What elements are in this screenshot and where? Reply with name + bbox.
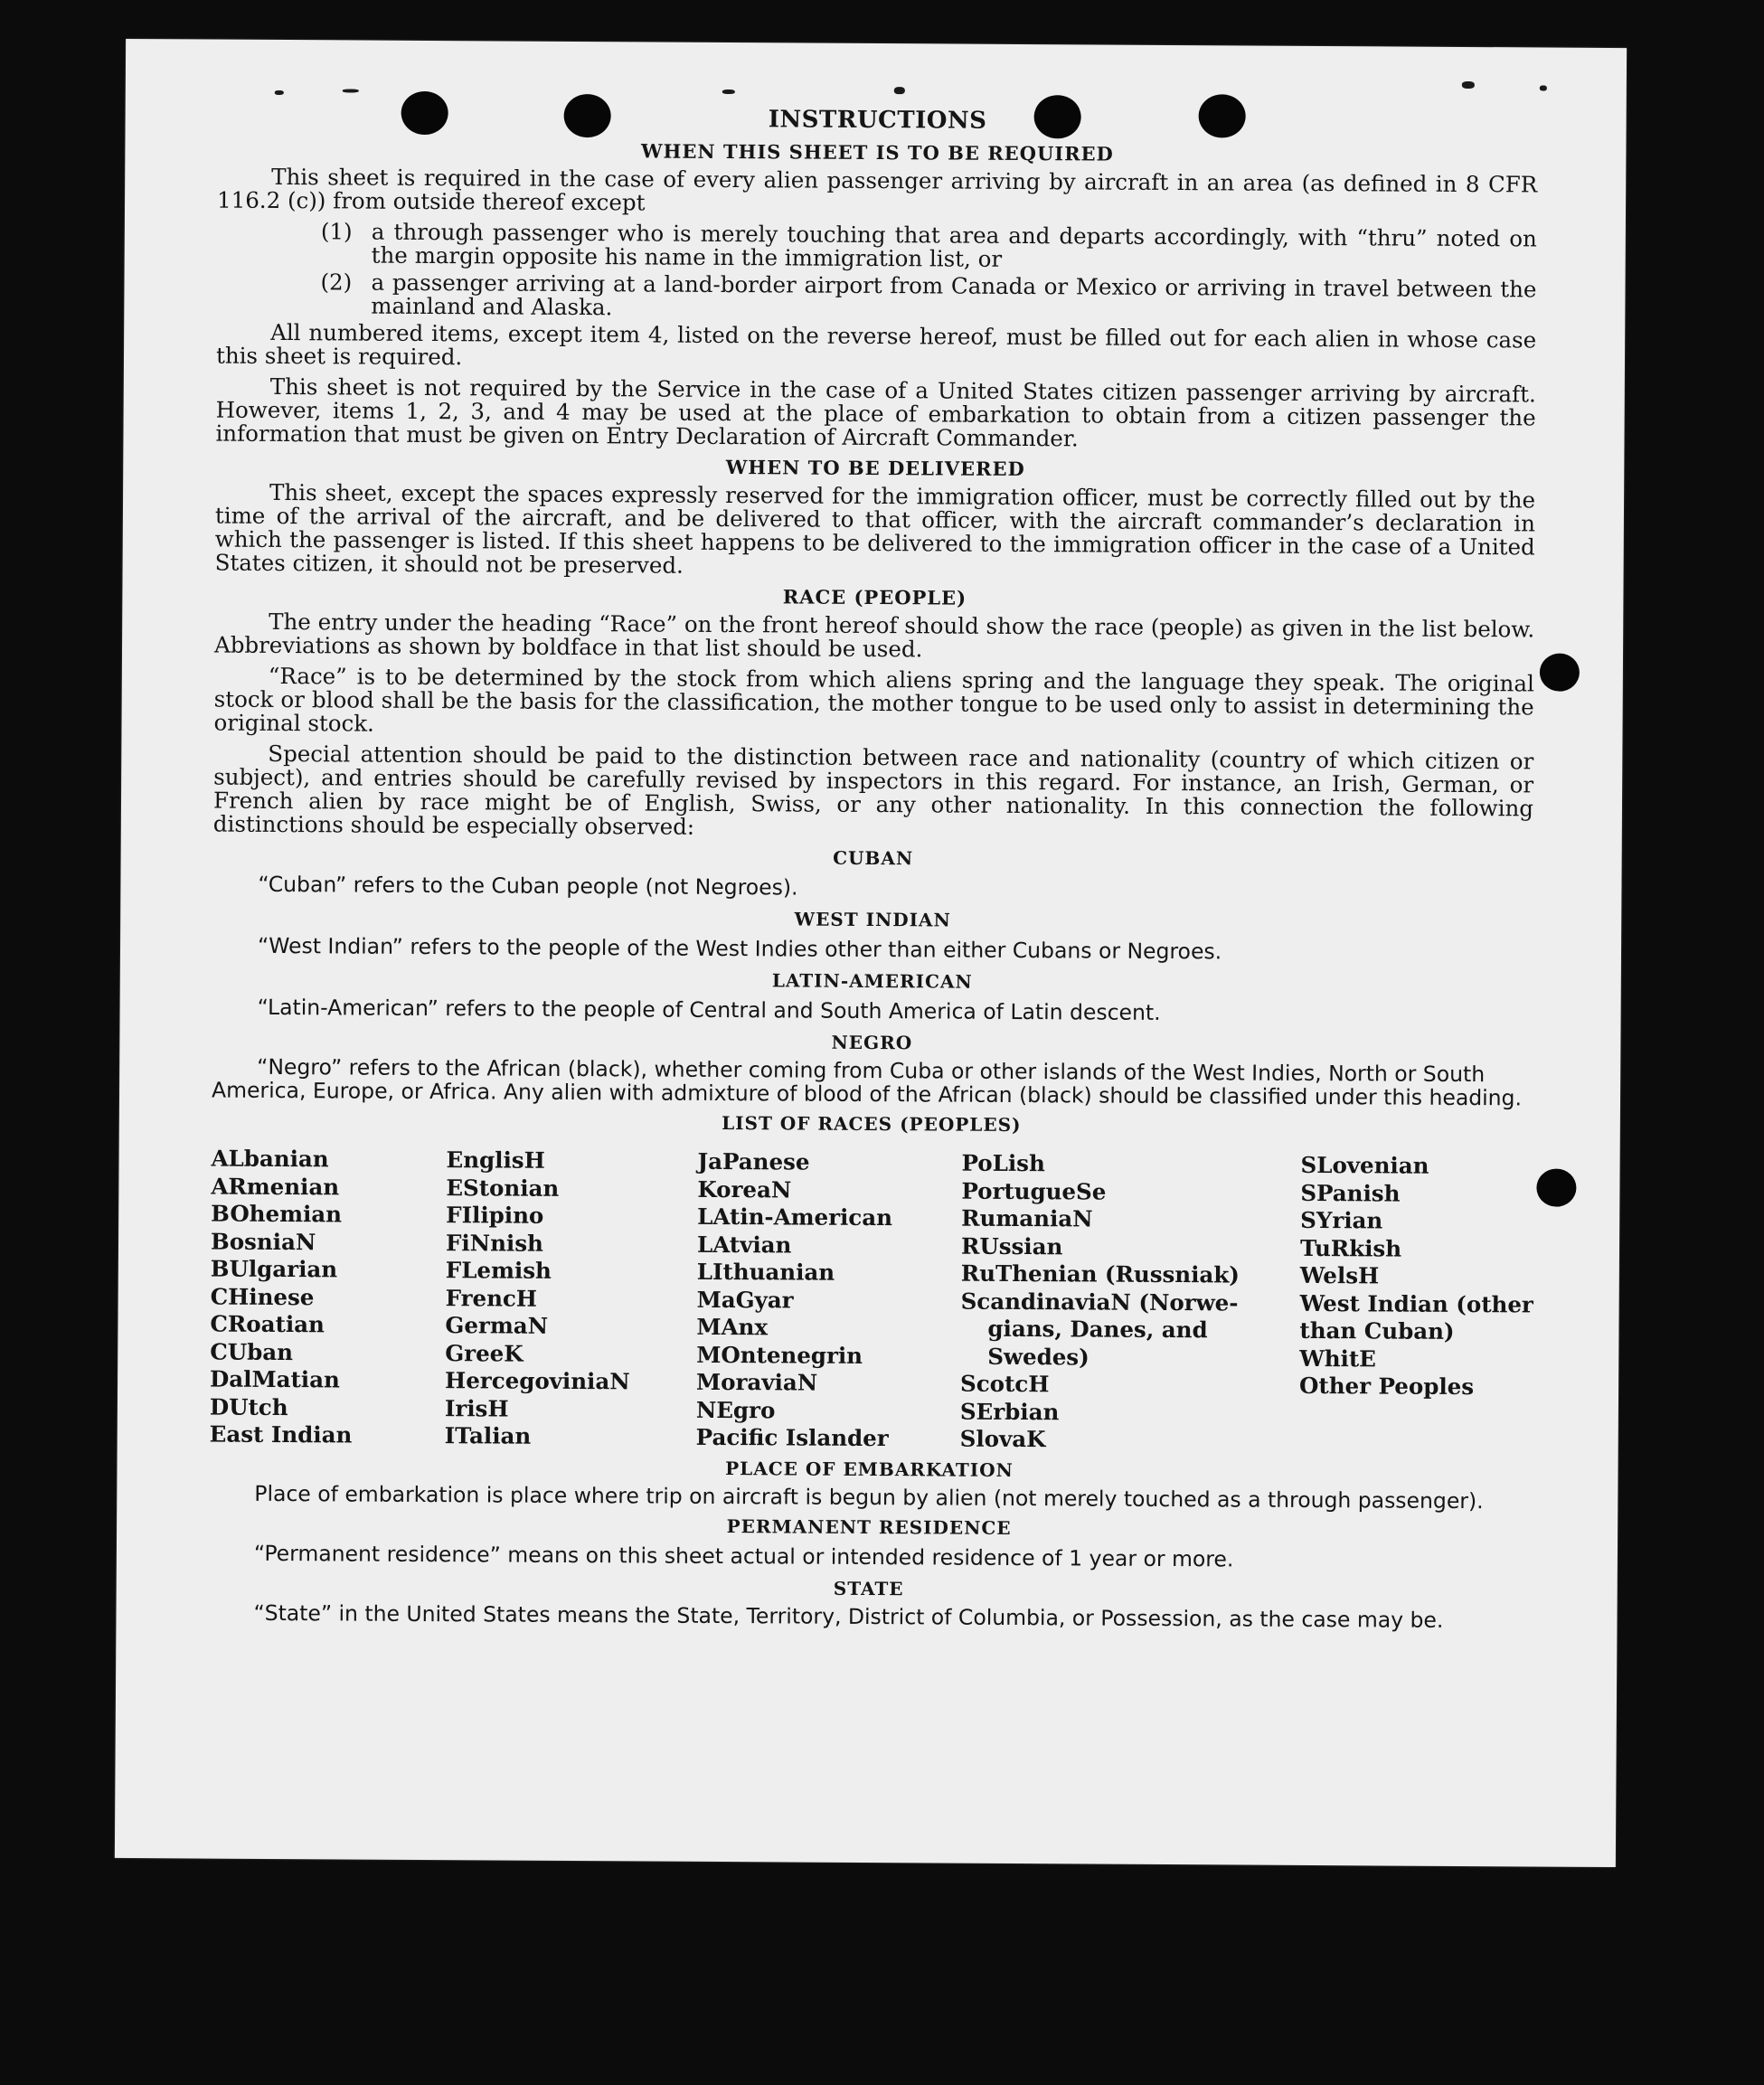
paragraph: Place of embarkation is place where trip on aircraft is begun by alien (not merely touched as a through passenger). [254, 1480, 1484, 1514]
item-text: a through passenger who is merely touching that area and departs accordingly, with “thru” noted on the margin opposite his name in the immigration list, or [371, 218, 1537, 272]
section-heading: LATIN-AMERICAN [771, 969, 973, 993]
ink-speck [722, 90, 735, 94]
ink-speck [343, 89, 359, 92]
race-entry: LAtin-American [697, 1203, 893, 1231]
paragraph: Special attention should be paid to the distinction between race and nationality (country of which citizen or subject), and entries should be carefully revised by inspectors in this regard. For instance, an Irish, German, or French alien by race might be of English, Swiss, or any other nationality. In this connection the following distinctions should be especially observed: [212, 740, 1534, 840]
item-number: (1) [320, 218, 353, 245]
race-entry: SlovaK [959, 1425, 1046, 1453]
race-entry: BosniaN [210, 1228, 316, 1255]
race-entry: EStonian [446, 1174, 560, 1202]
race-entry: FrencH [445, 1284, 538, 1312]
section-heading: WEST INDIAN [794, 908, 951, 931]
race-entry: CUban [210, 1338, 294, 1365]
race-column [445, 1146, 698, 1451]
paragraph: “Permanent residence” means on this sheet actual or intended residence of 1 year or more. [253, 1540, 1234, 1571]
race-entry: GreeK [445, 1339, 524, 1367]
race-list [210, 1146, 1532, 1457]
race-entry: SLovenian [1300, 1151, 1429, 1179]
race-entry: LIthuanian [696, 1258, 835, 1286]
race-entry: WhitE [1299, 1344, 1377, 1372]
race-entry: IrisH [444, 1394, 509, 1422]
section-heading: CUBAN [833, 846, 914, 870]
race-entry: CRoatian [210, 1310, 325, 1338]
race-entry: MaGyar [696, 1286, 794, 1313]
race-entry: BUlgarian [210, 1255, 338, 1283]
ink-speck [1540, 86, 1547, 91]
paragraph: “Race” is to be determined by the stock from which aliens spring and the language they speak. The original stock or blood shall be the basis for the classification, the mother tongue to be used only to assist in determining the original stock. [213, 662, 1534, 737]
race-entry: East Indian [209, 1420, 353, 1448]
paragraph: “Latin-American” refers to the people of Central and South America of Latin descent. [257, 994, 1161, 1025]
race-entry: SErbian [959, 1398, 1060, 1425]
section-heading: WHEN THIS SHEET IS TO BE REQUIRED [640, 139, 1114, 165]
section-heading: RACE (PEOPLE) [782, 585, 967, 609]
instructions-content [208, 103, 1537, 1639]
race-entry: NEgro [695, 1396, 776, 1423]
section-heading: PLACE OF EMBARKATION [725, 1457, 1014, 1481]
race-entry: DUtch [209, 1393, 288, 1420]
race-entry: PoLish [961, 1149, 1045, 1177]
race-entry: BOhemian [211, 1200, 343, 1228]
race-entry: JaPanese [697, 1147, 810, 1175]
paragraph: “State” in the United States means the State, Territory, District of Columbia, or Possession, as the case may be. [253, 1599, 1444, 1633]
section-heading: PERMANENT RESIDENCE [726, 1514, 1012, 1539]
punch-hole [1536, 1169, 1576, 1207]
race-entry: MAnx [696, 1313, 769, 1341]
race-entry: ScotcH [960, 1370, 1050, 1398]
item-text: a passenger arriving at a land-border airport from Canada or Mexico or arriving in travel between the mainland and Alaska. [371, 269, 1537, 321]
race-entry: CHinese [210, 1283, 315, 1310]
section-heading: LIST OF RACES (PEOPLES) [722, 1111, 1022, 1137]
punch-hole [1540, 654, 1580, 692]
race-entry: gians, Danes, and [987, 1315, 1208, 1344]
race-entry: West Indian (other [1299, 1289, 1533, 1317]
ink-speck [275, 90, 284, 95]
paragraph: This sheet, except the spaces expressly reserved for the immigration officer, must be correctly filled out by the time of the arrival of the aircraft, and be delivered to that officer, with the aircraft commander’s declaration in which the passenger is listed. If this sheet happens to be delivered to the immigration officer in the case of a United States citizen, it should not be preserved. [214, 478, 1536, 579]
race-entry: TuRkish [1299, 1234, 1402, 1262]
list-item [321, 220, 1537, 274]
race-entry: SPanish [1300, 1179, 1401, 1207]
paragraph: This sheet is not required by the Service in the case of a United States citizen passenger arriving by aircraft. However, items 1, 2, 3, and 4 may be used at the place of embarkation to obtain from a citizen passenger the information that must be given on Entry Declaration of Aircraft Commander. [215, 373, 1536, 452]
race-entry: LAtvian [696, 1231, 792, 1258]
ink-speck [894, 87, 905, 94]
race-entry: RumaniaN [961, 1204, 1093, 1232]
race-entry: GermaN [445, 1312, 549, 1339]
section-heading: NEGRO [831, 1031, 913, 1054]
race-entry: DalMatian [210, 1365, 340, 1393]
page-title: INSTRUCTIONS [768, 106, 987, 135]
race-entry: ScandinaviaN (Norwe- [960, 1288, 1239, 1316]
race-column [960, 1150, 1301, 1456]
race-column [696, 1148, 962, 1453]
race-entry: FiNnish [445, 1229, 543, 1257]
race-entry: RUssian [960, 1232, 1063, 1259]
document-sheet [115, 39, 1627, 1867]
race-entry: HercegoviniaN [445, 1367, 630, 1395]
section-heading: WHEN TO BE DELIVERED [725, 456, 1025, 481]
race-entry: ALbanian [211, 1145, 329, 1173]
section-heading: STATE [833, 1577, 904, 1599]
race-entry: than Cuban) [1299, 1316, 1455, 1344]
paragraph: The entry under the heading “Race” on the front hereof should show the race (people) as given in the list below. Abbreviations as shown by boldface in that list should be used. [213, 608, 1535, 663]
race-entry: EnglisH [446, 1146, 545, 1174]
race-entry: MoraviaN [696, 1368, 818, 1396]
race-column [210, 1146, 447, 1450]
race-entry: Swedes) [987, 1343, 1090, 1370]
race-entry: WelsH [1299, 1261, 1380, 1289]
race-entry: SYrian [1300, 1206, 1383, 1234]
race-entry: KoreaN [697, 1175, 792, 1203]
ink-speck [1462, 81, 1475, 89]
race-entry: FLemish [445, 1257, 552, 1284]
race-entry: ARmenian [211, 1173, 340, 1200]
race-entry: MOntenegrin [696, 1341, 863, 1369]
paragraph: All numbered items, except item 4, listed on the reverse hereof, must be filled out for each alien in whose case this sheet is required. [215, 318, 1537, 371]
race-entry: PortugueSe [961, 1177, 1107, 1205]
paragraph: “Cuban” refers to the Cuban people (not Negroes). [258, 871, 798, 901]
paragraph: “Negro” refers to the African (black), whether coming from Cuba or other islands of the West Indies, North or South America, Europe, or Africa. Any alien with admixture of blood of the African (black) should be classified under this heading. [211, 1053, 1523, 1111]
race-entry: RuThenian (Russniak) [960, 1259, 1240, 1288]
race-entry: Other Peoples [1298, 1372, 1475, 1401]
paragraph: “West Indian” refers to the people of the West Indies other than either Cubans or Negroes. [257, 932, 1222, 965]
race-entry: FIlipino [446, 1202, 544, 1229]
item-number: (2) [320, 269, 353, 296]
race-column [1299, 1152, 1536, 1457]
race-entry: Pacific Islander [695, 1423, 889, 1452]
list-item [320, 270, 1536, 325]
paragraph: This sheet is required in the case of every alien passenger arriving by aircraft in an area (as defined in 8 CFR 116.2 (c)) from outside thereof except [216, 163, 1538, 216]
race-entry: ITalian [444, 1422, 532, 1449]
